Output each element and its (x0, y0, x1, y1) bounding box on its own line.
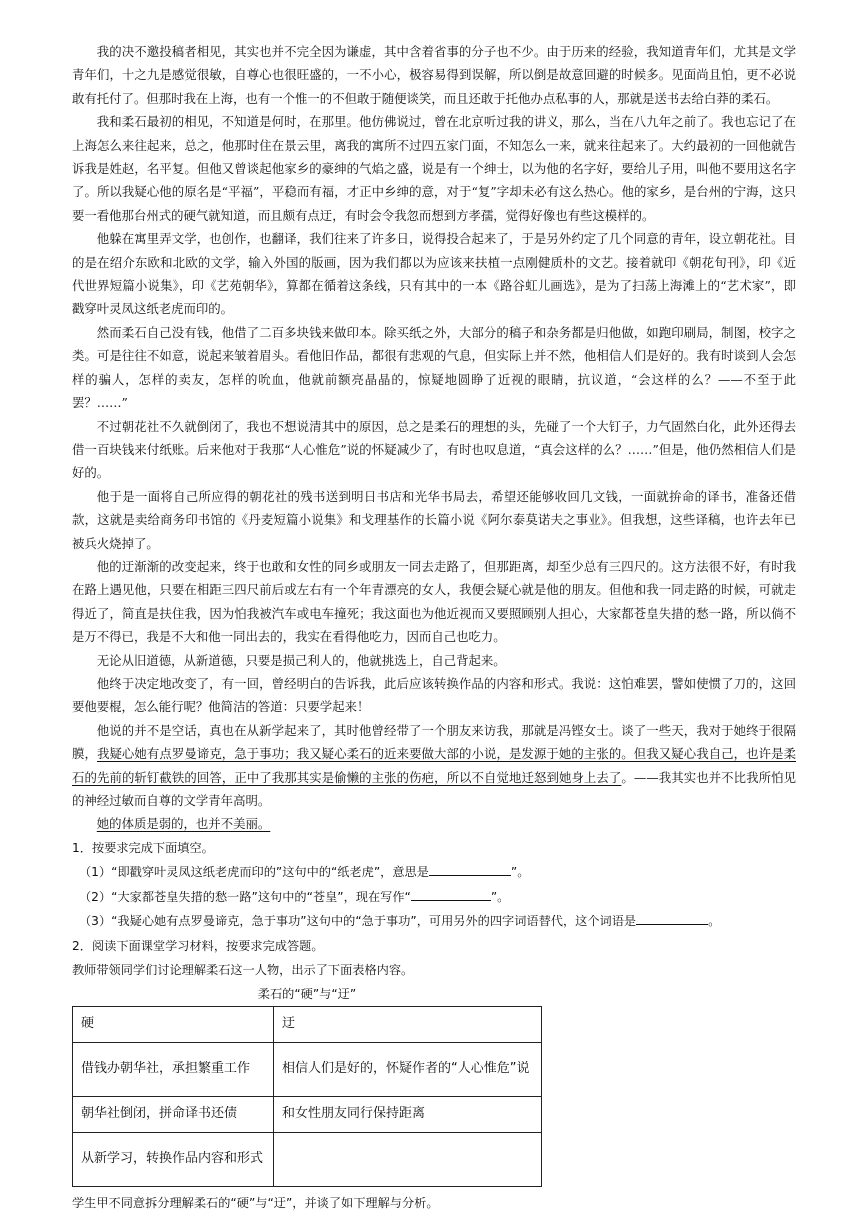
comparison-table (72, 1006, 542, 1187)
question-1-1-text: （1）“即戳穿叶灵凤这纸老虎而印的”这句中的“纸老虎”，意思是 (79, 865, 429, 880)
question-1-2-end: ”。 (490, 889, 510, 904)
table-header-left: 硬 (73, 1006, 274, 1042)
table-cell: 从新学习，转换作品内容和形式 (73, 1132, 274, 1186)
paragraph-8: 无论从旧道德，从新道德，只要是损己利人的，他就挑选上，自己背起来。 (96, 652, 506, 668)
paragraph-11 (72, 812, 796, 835)
table-cell: 和女性朋友同行保持距离 (274, 1096, 542, 1132)
table-row (73, 1042, 542, 1096)
question-1-3-end: 。 (708, 914, 721, 929)
paragraph-10-end: 。——我其实也并不比我所怕见的神经过敏而自尊的文学青年高明。 (72, 769, 797, 808)
table-header-right: 迂 (274, 1006, 542, 1042)
paragraph-6: 他于是一面将自己所应得的朝花社的残书送到明日书店和光华书局去，希望还能够收回几文钱，一面就拚命的译书，准备还借款，这就是卖给商务印书馆的《丹麦短篇小说集》和戈理基作的长篇小说《阿尔泰莫诺夫之事业》。但我想，这些译稿，也许去年已被兵火烧掉了。 (72, 488, 796, 551)
table-header-row (73, 1006, 542, 1042)
table-cell-empty[interactable] (274, 1132, 542, 1186)
paragraph-2: 我和柔石最初的相见，不知道是何时，在那里。他仿佛说过，曾在北京听过我的讲义，那么，当在八九年之前了。我也忘记了在上海怎么来往起来，总之，他那时住在景云里，离我的寓所不过四五家门面，不知怎么一来，就来往起来了。大约最初的一回他就告诉我是姓赵，名平复。但他又曾谈起他家乡的豪绅的气焰之盛，说是有一个绅士，以为他的名字好，要给儿子用，叫他不要用这名字了。所以我疑心他的原名是“平福”，平稳而有福，才正中乡绅的意，对于“复”字却未必有这么热心。他的家乡，是台州的宁海，这只要一看他那台州式的硬气就知道，而且颇有点迂，有时会令我忽而想到方孝孺，觉得好像也有些这模样的。 (72, 114, 796, 223)
questions-section (72, 836, 796, 983)
underlined-sentence-2: 她的体质是弱的，也并不美丽。 (96, 816, 271, 832)
table-cell: 相信人们是好的，怀疑作者的“人心惟危”说 (274, 1042, 542, 1096)
closing-line: 学生甲不同意拆分理解柔石的“硬”与“迂”，并谈了如下理解与分析。 (72, 1195, 439, 1210)
question-2-heading: 2．阅读下面课堂学习材料，按要求完成答题。 (72, 938, 324, 953)
question-1-2-text: （2）“大家都苍皇失措的愁一路”这句中的“苍皇”，现在写作“ (79, 889, 411, 904)
paragraph-7: 他的迂渐渐的改变起来，终于也敢和女性的同乡或朋友一同去走路了，但那距离，却至少总有三四尺的。这方法很不好，有时我在路上遇见他，只要在相距三四尺前后或左右有一个年青漂亮的女人，我便会疑心就是他的朋友。但他和我一同走路的时候，可就走得近了，简直是扶住我，因为怕我被汽车或电车撞死；我这面也为他近视而又要照顾别人担心，大家都苍皇失措的愁一路，所以倘不是万不得已，我是不大和他一同出去的，我实在看得他吃力，因而自己也吃力。 (72, 558, 796, 645)
paragraph-10-start: 他说的并不是空话，真也在从新学起来了，其时他曾经带了一个朋友来访我，那就是冯铿女士。谈了一些天，我对于她终于很隔膜， (72, 722, 796, 762)
reading-passage (72, 40, 796, 836)
paragraph-3: 他躲在寓里弄文学，也创作，也翻译，我们往来了许多日，说得投合起来了，于是另外约定了几个同意的青年，设立朝花社。目的是在绍介东欧和北欧的文学，输入外国的版画，因为我们都以为应该来扶植一点刚健质朴的文艺。接着就印《朝花旬刊》，印《近代世界短篇小说集》，印《艺苑朝华》，算都在循着这条线，只有其中的一本《路谷虹儿画选》，是为了扫荡上海滩上的“艺术家”，即戳穿叶灵凤这纸老虎而印的。 (72, 231, 796, 317)
question-1-1 (72, 860, 796, 885)
table-row (73, 1132, 542, 1186)
paragraph-1: 我的决不邀投稿者相见，其实也并不完全因为谦虚，其中含着省事的分子也不少。由于历来的经验，我知道青年们，尤其是文学青年们，十之九是感觉很敏，自尊心也很旺盛的，一不小心，极容易得到误解，所以倒是故意回避的时候多。见面尚且怕，更不必说敢有托付了。但那时我在上海，也有一个惟一的不但敢于随便谈笑，而且还敢于托他办点私事的人，那就是送书去给白莽的柔石。 (72, 44, 796, 106)
paragraph-5: 不过朝花社不久就倒闭了，我也不想说清其中的原因，总之是柔石的理想的头，先碰了一个大钉子，力气固然白化，此外还得去借一百块钱来付纸账。后来他对于我那“人心惟危”说的怀疑减少了，有时也叹息道，“真会这样的么？……”但是，他仍然相信人们是好的。 (72, 418, 796, 481)
paragraph-9: 他终于决定地改变了，有一回，曾经明白的告诉我，此后应该转换作品的内容和形式。我说：这怕难罢，譬如使惯了刀的，这回要他要棍，怎么能行呢？他简洁的答道：只要学起来！ (72, 675, 796, 715)
question-1-3 (72, 909, 796, 934)
paragraph-10 (72, 719, 796, 813)
question-1-3-text: （3）“我疑心她有点罗曼谛克，急于事功”这句中的“急于事功”，可用另外的四字词语替代，这个词语是 (79, 914, 637, 929)
answer-blank-1[interactable] (429, 862, 511, 876)
question-1-2 (72, 885, 796, 910)
table-row (73, 1096, 542, 1132)
table-caption: 柔石的“硬”与“迂” (257, 986, 357, 1001)
table-cell: 借钱办朝华社，承担繁重工作 (73, 1042, 274, 1096)
answer-blank-3[interactable] (636, 911, 708, 925)
underlined-sentence: 我疑心她有点罗曼谛克，急于事功；我又疑心柔石的近来要做大部的小说，是发源于她的主张的。但我又疑心我自己，也许是柔石的先前的斩钉截铁的回答，正中了我那其实是偷懒的主张的伤疤，所以不自觉地迁怒到她身上去了 (72, 746, 796, 785)
question-1-heading: 1．按要求完成下面填空。 (72, 840, 214, 855)
paragraph-4: 然而柔石自己没有钱，他借了二百多块钱来做印本。除买纸之外，大部分的稿子和杂务都是归他做，如跑印刷局，制图，校字之类。可是往往不如意，说起来皱着眉头。看他旧作品，都很有悲观的气息，但实际上并不然，他相信人们是好的。我有时谈到人会怎样的骗人，怎样的卖友，怎样的吮血，他就前额亮晶晶的，惊疑地圆睁了近视的眼睛，抗议道，“会这样的么？——不至于此罢？……” (72, 324, 796, 411)
question-2-intro: 教师带领同学们讨论理解柔石这一人物，出示了下面表格内容。 (72, 963, 414, 978)
answer-blank-2[interactable] (411, 887, 491, 901)
question-1-1-end: ”。 (510, 865, 530, 880)
table-cell: 朝华社倒闭，拼命译书还债 (73, 1096, 274, 1132)
